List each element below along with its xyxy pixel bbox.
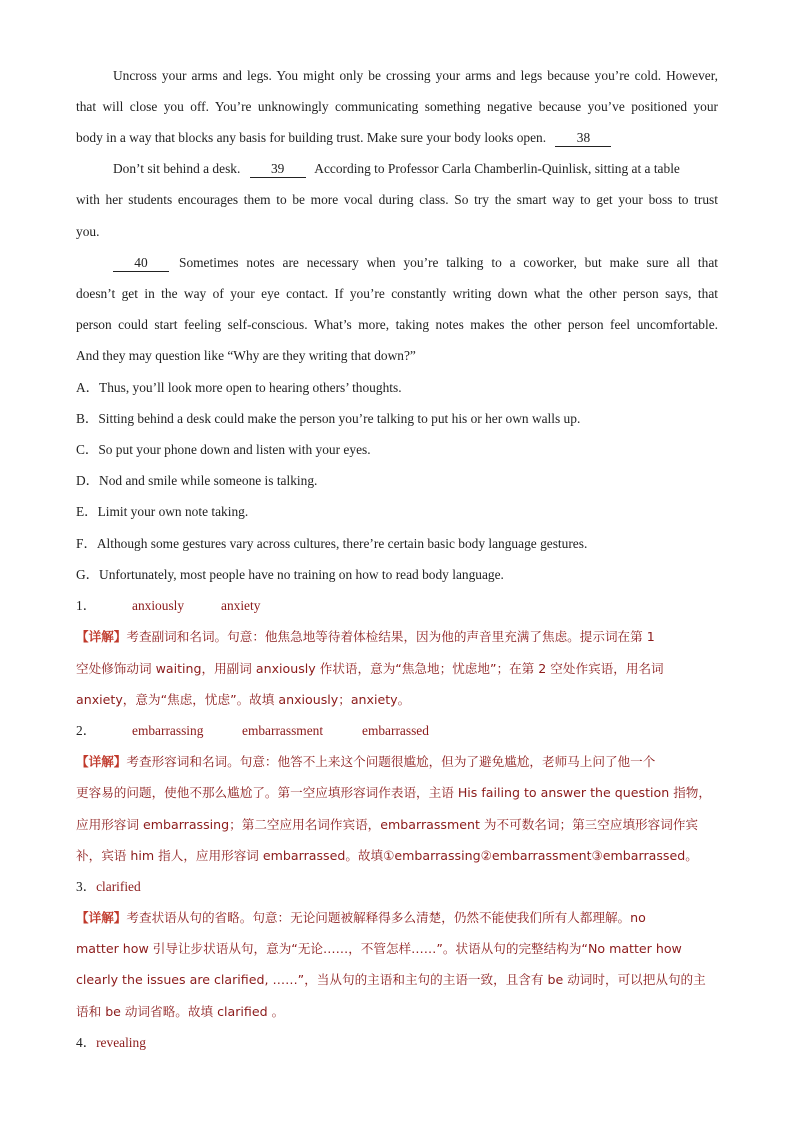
passage-p1-line1: Uncross your arms and legs. You might only be crossing your arms and legs because you’re cold. However, — [113, 68, 718, 83]
answer-2-header — [76, 721, 429, 741]
answer-2-detail-line3: 应用形容词 embarrassing；第二空应用名词作宾语，embarrassment 为不可数名词；第三空应填形容词作宾 — [76, 817, 699, 832]
answer-2-detail-text1: 考查形容词和名词。句意：他答不上来这个问题很尴尬，但为了避免尴尬，老师马上问了他一个 — [126, 754, 656, 769]
answer-3-detail-line4: 语和 be 动词省略。故填 clarified 。 — [76, 1004, 285, 1019]
answer-2-word-1: embarrassing — [132, 723, 204, 738]
detail-tag: 【详解】 — [76, 629, 127, 644]
answer-2-detail-line1 — [76, 752, 655, 772]
answer-1-word-2: anxiety — [221, 598, 261, 613]
answer-1-detail-line1 — [76, 627, 716, 647]
option-c: C．So put your phone down and listen with your eyes. — [76, 442, 371, 457]
option-a: A．Thus, you’ll look more open to hearing others’ thoughts. — [76, 380, 402, 395]
answer-3-number: 3． — [76, 879, 97, 894]
passage-p2-line1-b: According to Professor Carla Chamberlin-Quinlisk, sitting at a table — [314, 161, 680, 176]
passage-p2-line2: with her students encourages them to be more vocal during class. So try the smart way to get your boss to trust — [76, 192, 718, 207]
answer-3-detail-line3: clearly the issues are clarified, ……”，当从句的主语和主句的主语一致，且含有 be 动词时，可以把从句的主 — [76, 972, 706, 987]
answer-2-word-3: embarrassed — [362, 723, 429, 738]
answer-1-detail-text1: 考查副词和名词。句意：他焦急地等待着体检结果，因为他的声音里充满了焦虑。提示词在第 1 — [126, 629, 655, 644]
answer-2-word-2: embarrassment — [242, 723, 324, 738]
answer-4-word-1: revealing — [96, 1035, 146, 1050]
answer-3-detail-line1 — [76, 908, 646, 928]
option-d: D．Nod and smile while someone is talking. — [76, 473, 318, 488]
answer-1-detail-line2: 空处修饰动词 waiting，用副词 anxiously 作状语，意为“焦急地；忧虑地”；在第 2 空处作宾语，用名词 — [76, 661, 664, 676]
passage-p1-line2: that will close you off. You’re unknowingly communicating something negative because you’ve positioned your — [76, 99, 718, 114]
answer-3-word-1: clarified — [96, 879, 141, 894]
passage-p2-line3: you. — [76, 224, 100, 239]
passage-p1-line3-text: body in a way that blocks any basis for building trust. Make sure your body looks open. — [76, 130, 547, 145]
answer-4-number: 4． — [76, 1035, 97, 1050]
passage-p3-line1-text: Sometimes notes are necessary when you’re talking to a coworker, but make sure all that — [179, 255, 718, 270]
blank-38: 38 — [555, 130, 611, 147]
answer-2-detail-line2: 更容易的问题，使他不那么尴尬了。第一空应填形容词作表语，主语 His failing to answer the question 指物， — [76, 785, 711, 800]
answer-3-detail-text1: 考查状语从句的省略。句意：无论问题被解释得多么清楚，仍然不能使我们所有人都理解。no — [126, 910, 646, 925]
option-f: F．Although some gestures vary across cultures, there’re certain basic body language gestures. — [76, 536, 588, 551]
passage-p2-line1 — [113, 159, 680, 179]
passage-p3-line3: person could start feeling self-conscious. What’s more, taking notes makes the other person feel uncomfortable. — [76, 317, 718, 332]
option-g: G．Unfortunately, most people have no training on how to read body language. — [76, 567, 504, 582]
detail-tag: 【详解】 — [76, 754, 127, 769]
detail-tag: 【详解】 — [76, 910, 127, 925]
passage-p3-line4: And they may question like “Why are they writing that down?” — [76, 348, 416, 363]
option-e: E．Limit your own note taking. — [76, 504, 249, 519]
passage-p2-line1-a: Don’t sit behind a desk. — [113, 161, 241, 176]
passage-p3-line1 — [113, 253, 718, 273]
answer-1-number: 1． — [76, 598, 97, 613]
blank-40: 40 — [113, 255, 169, 272]
answer-3-detail-line2: matter how 引导让步状语从句，意为“无论……，不管怎样……”。状语从句的完整结构为“No matter how — [76, 941, 682, 956]
passage-p1-line3 — [76, 128, 611, 148]
answer-1-word-1: anxiously — [132, 598, 185, 613]
answer-3-header — [76, 877, 141, 897]
answer-2-number: 2． — [76, 723, 97, 738]
answer-2-detail-line4: 补，宾语 him 指人，应用形容词 embarrassed。故填①embarrassing②embarrassment③embarrassed。 — [76, 848, 698, 863]
option-b: B．Sitting behind a desk could make the person you’re talking to put his or her own walls up. — [76, 411, 581, 426]
answer-1-detail-line3: anxiety，意为“焦虑，忧虑”。故填 anxiously；anxiety。 — [76, 692, 411, 707]
answer-4-header — [76, 1033, 146, 1053]
passage-p3-line2: doesn’t get in the way of your eye contact. If you’re constantly writing down what the other person says, that — [76, 286, 718, 301]
answer-1-header — [76, 596, 261, 616]
blank-39: 39 — [250, 161, 306, 178]
